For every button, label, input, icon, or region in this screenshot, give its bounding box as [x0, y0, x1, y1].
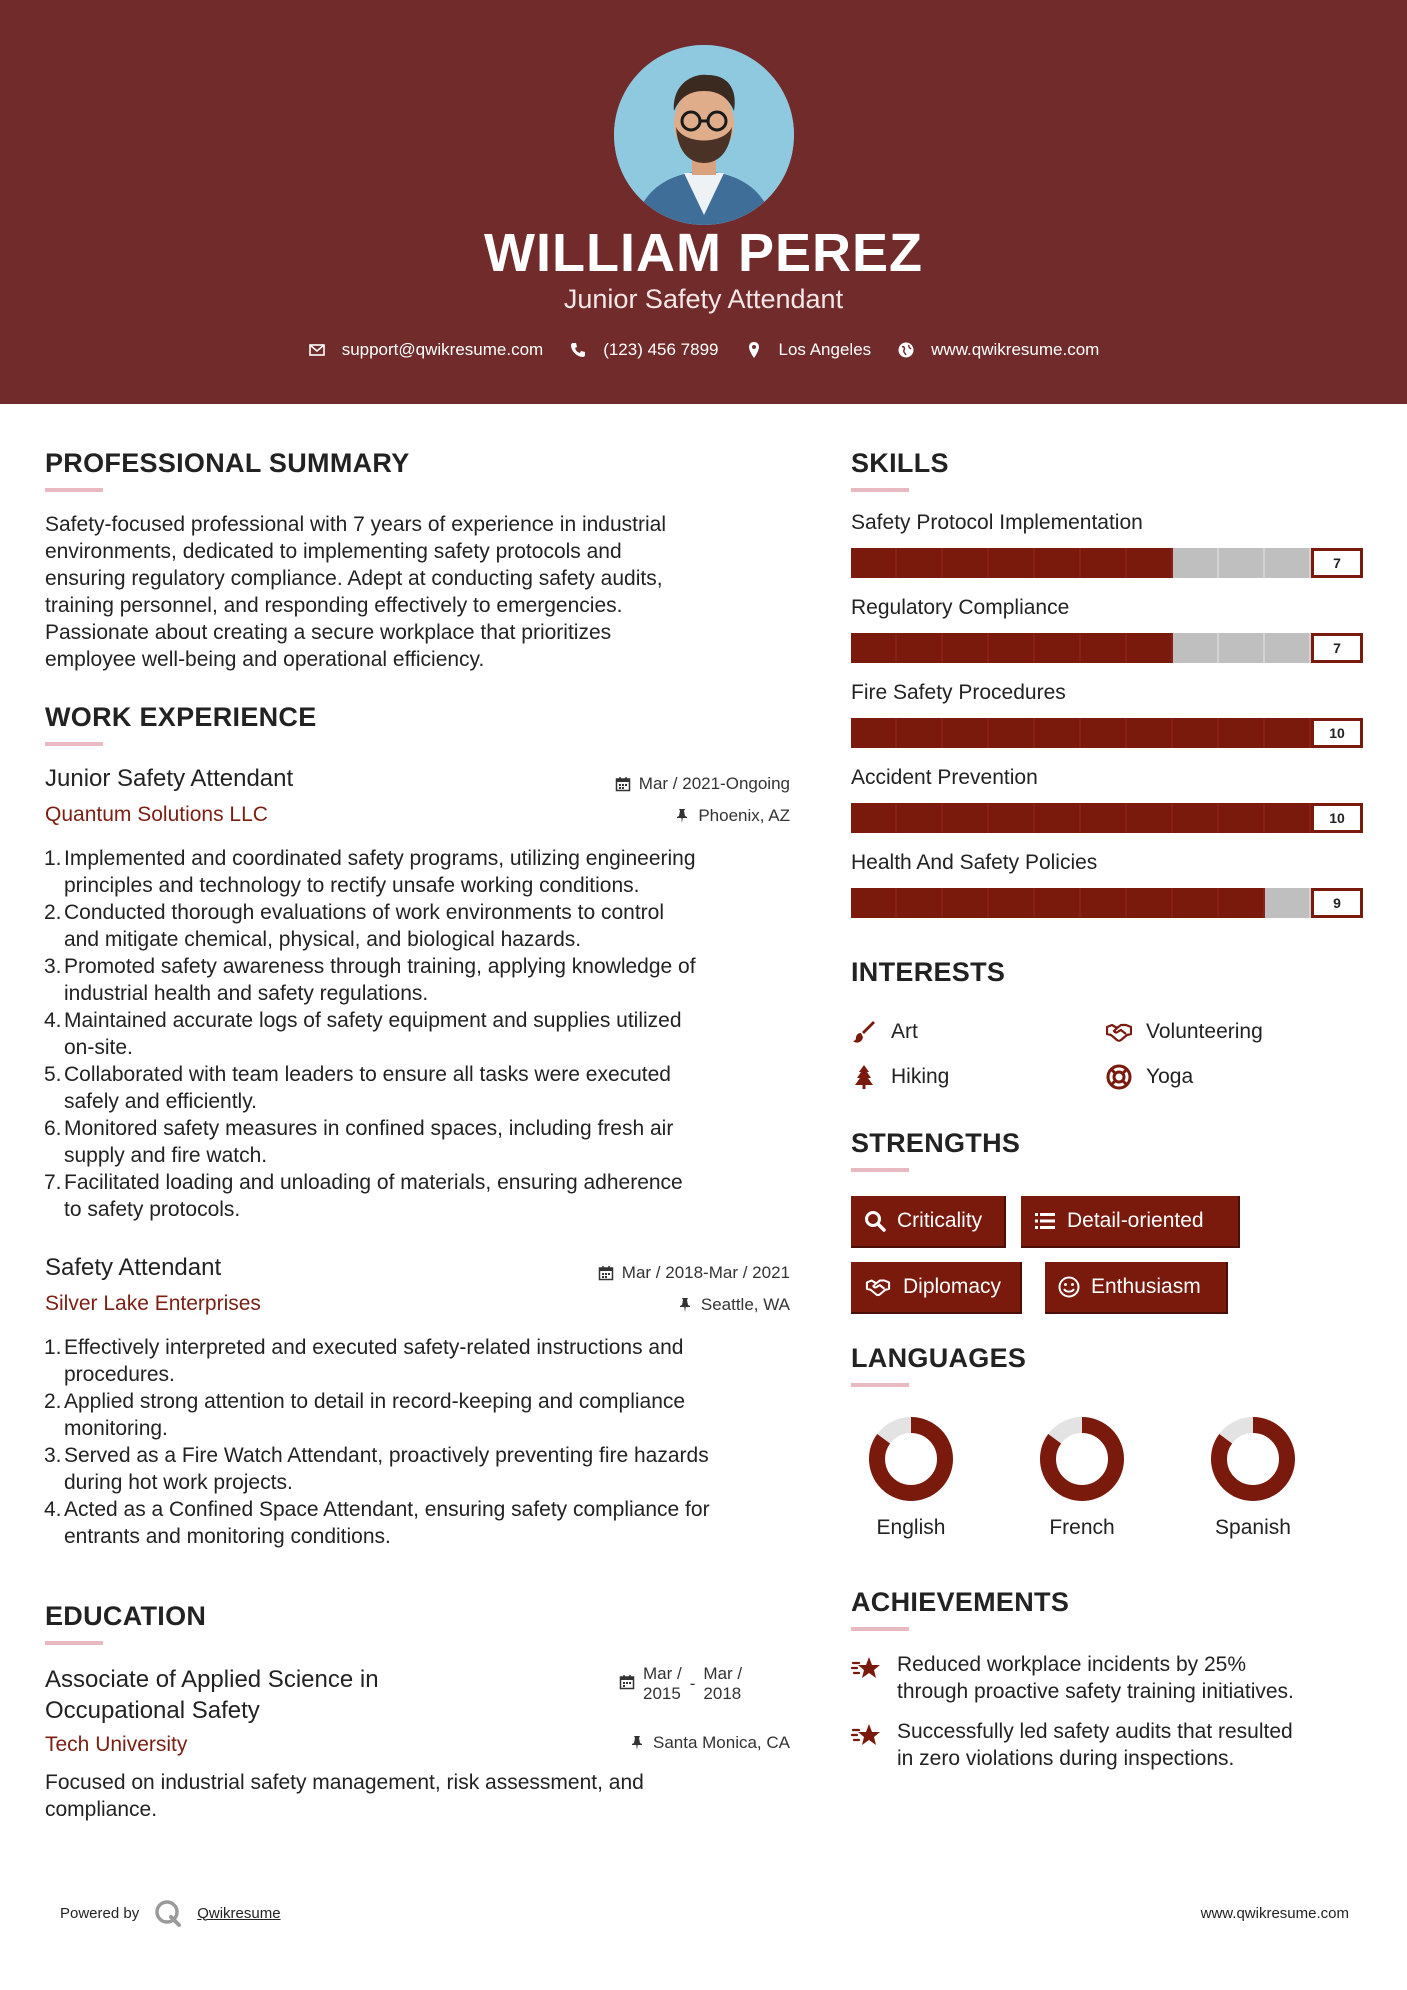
contact-phone-text: (123) 456 7899 — [603, 340, 719, 359]
skill-bar-segment — [943, 633, 989, 663]
list-item: 3. Promoted safety awareness through training, applying knowledge of industrial health and safety regulations. — [44, 955, 696, 1005]
candidate-name: WILLIAM PEREZ — [484, 223, 923, 283]
resume-header — [0, 0, 1407, 404]
skill-bar-segment — [1265, 718, 1311, 748]
skill-bar-segment — [1265, 548, 1311, 578]
handshake-icon — [863, 1275, 893, 1299]
language-proficiency-donut — [1037, 1414, 1127, 1504]
summary-line: employee well-being and operational efficiency. — [45, 648, 485, 671]
lifebuoy-icon — [1106, 1064, 1132, 1090]
skill-name: Accident Prevention — [851, 766, 1038, 789]
skill-bar-segment — [1173, 803, 1219, 833]
summary-line: training personnel, and responding effectively to emergencies. — [45, 594, 623, 617]
skill-name: Safety Protocol Implementation — [851, 511, 1143, 534]
contact-website-text: www.qwikresume.com — [931, 340, 1100, 359]
skill-bar-segment — [1081, 633, 1127, 663]
skill-bar-segment — [851, 718, 897, 748]
calendar-icon — [619, 1674, 635, 1690]
skill-bar-segment — [851, 888, 897, 918]
skill-level-bar — [851, 888, 1311, 918]
skill-bar-segment — [1219, 888, 1265, 918]
summary-line: Safety-focused professional with 7 years of experience in industrial — [45, 513, 666, 536]
strength-criticality: Criticality — [851, 1196, 1006, 1248]
job-location-text: Seattle, WA — [700, 1295, 790, 1314]
skill-bar-segment — [897, 888, 943, 918]
skill-bar-segment — [1127, 718, 1173, 748]
section-heading-achievements: ACHIEVEMENTS — [851, 1587, 1070, 1617]
strength-detail-oriented: Detail-oriented — [1021, 1196, 1240, 1248]
skill-bar-segment — [1035, 548, 1081, 578]
section-underline — [45, 488, 103, 492]
skill-bar-segment — [1173, 633, 1219, 663]
job-dates — [615, 774, 790, 794]
search-icon — [863, 1209, 887, 1233]
list-item: 4. Maintained accurate logs of safety equipment and supplies utilized on-site. — [44, 1009, 682, 1059]
calendar-icon — [615, 776, 631, 792]
degree-title: Associate of Applied Science in Occupational Safety — [45, 1666, 379, 1724]
globe-icon — [897, 341, 915, 359]
language-name: Spanish — [1215, 1516, 1291, 1539]
job-dates-text: Mar / 2018-Mar / 2021 — [621, 1263, 790, 1282]
skill-level-bar — [851, 803, 1311, 833]
skill-bar-segment — [1219, 718, 1265, 748]
list-item: 2. Applied strong attention to detail in record-keeping and compliance monitoring. — [44, 1390, 686, 1440]
skill-bar-segment — [1265, 888, 1311, 918]
education-location — [629, 1733, 790, 1753]
skill-bar-segment — [851, 803, 897, 833]
pushpin-icon — [674, 808, 690, 824]
profile-photo — [614, 45, 794, 225]
job-location — [677, 1295, 790, 1315]
skill-bar-segment — [1173, 888, 1219, 918]
skill-bar-segment — [1081, 803, 1127, 833]
skill-name: Fire Safety Procedures — [851, 681, 1066, 704]
pushpin-icon — [677, 1297, 693, 1313]
skill-level-bar — [851, 718, 1311, 748]
company-name: Quantum Solutions LLC — [45, 803, 268, 826]
skill-level-label: 7 — [1311, 548, 1363, 578]
list-item: 2. Conducted thorough evaluations of work environments to control and mitigate chemical, physical, and biological hazards. — [44, 901, 665, 951]
strength-diplomacy: Diplomacy — [851, 1262, 1022, 1314]
skill-bar-segment — [989, 718, 1035, 748]
map-pin-icon — [745, 341, 763, 359]
skill-bar-segment — [1081, 718, 1127, 748]
skill-bar-segment — [897, 718, 943, 748]
section-underline — [45, 1641, 103, 1645]
education-end-date: Mar / 2018 — [703, 1664, 743, 1703]
skill-bar-segment — [851, 548, 897, 578]
list-item: 1. Effectively interpreted and executed safety-related instructions and procedures. — [44, 1336, 684, 1386]
summary-text — [45, 511, 805, 673]
company-name: Silver Lake Enterprises — [45, 1292, 261, 1315]
contact-bar — [0, 338, 1407, 362]
job-dates-text: Mar / 2021-Ongoing — [638, 774, 790, 793]
language-proficiency-donut — [866, 1414, 956, 1504]
candidate-title: Junior Safety Attendant — [563, 284, 844, 314]
powered-by-label: Powered by — [60, 1904, 140, 1922]
paintbrush-icon — [851, 1019, 877, 1045]
section-underline — [851, 488, 909, 492]
qwikresume-link[interactable]: Qwikresume — [197, 1904, 281, 1922]
summary-line: ensuring regulatory compliance. Adept at conducting safety audits, — [45, 567, 663, 590]
language-item — [1193, 1414, 1313, 1540]
language-name: English — [876, 1516, 946, 1539]
contact-website[interactable] — [897, 340, 1099, 360]
skill-bar-segment — [989, 633, 1035, 663]
skill-bar-segment — [851, 633, 897, 663]
skill-bar-segment — [989, 888, 1035, 918]
job-dates — [598, 1263, 790, 1283]
skill-bar-segment — [943, 548, 989, 578]
skill-level-label: 10 — [1311, 718, 1363, 748]
list-item: 3. Served as a Fire Watch Attendant, proactively preventing fire hazards during hot work projects. — [44, 1444, 709, 1494]
achievement-item — [851, 1651, 1294, 1705]
skill-bar-segment — [989, 803, 1035, 833]
skill-bar-segment — [1127, 633, 1173, 663]
section-heading-languages: LANGUAGES — [851, 1343, 1027, 1373]
language-proficiency-donut — [1208, 1414, 1298, 1504]
language-name: French — [1049, 1516, 1115, 1539]
section-underline — [45, 742, 103, 746]
job-title: Junior Safety Attendant — [45, 765, 294, 792]
skill-level-label: 9 — [1311, 888, 1363, 918]
skill-bar-segment — [897, 633, 943, 663]
skill-bar-segment — [1127, 803, 1173, 833]
envelope-icon — [308, 341, 326, 359]
section-heading-summary: PROFESSIONAL SUMMARY — [45, 448, 410, 478]
summary-line: environments, dedicated to implementing safety protocols and — [45, 540, 622, 563]
achievement-text: Reduced workplace incidents by 25% through proactive safety training initiatives. — [897, 1653, 1294, 1703]
achievement-item — [851, 1718, 1293, 1772]
summary-line: Passionate about creating a secure workplace that prioritizes — [45, 621, 612, 644]
interest-yoga: Yoga — [1106, 1064, 1193, 1090]
skill-bar-segment — [1035, 718, 1081, 748]
contact-email[interactable] — [308, 340, 544, 360]
powered-by — [60, 1898, 281, 1928]
list-item: 5. Collaborated with team leaders to ensure all tasks were executed safely and efficiently. — [44, 1063, 671, 1113]
skill-level-label: 7 — [1311, 633, 1363, 663]
job-location-text: Phoenix, AZ — [698, 806, 790, 825]
section-heading-strengths: STRENGTHS — [851, 1128, 1021, 1158]
list-item: 6. Monitored safety measures in confined spaces, including fresh air supply and fire watch. — [44, 1117, 674, 1167]
achievement-text: Successfully led safety audits that resulted in zero violations during inspections. — [897, 1720, 1293, 1770]
job-responsibilities — [45, 1334, 810, 1550]
skill-bar-segment — [1035, 633, 1081, 663]
qwikresume-logo-icon — [153, 1898, 183, 1928]
skill-bar-segment — [1081, 548, 1127, 578]
language-item — [851, 1414, 971, 1540]
interest-art: Art — [851, 1019, 918, 1045]
job-location — [674, 806, 790, 826]
interest-volunteering: Volunteering — [1106, 1019, 1263, 1045]
smile-icon — [1057, 1275, 1081, 1299]
skill-level-bar — [851, 548, 1311, 578]
education-description: Focused on industrial safety management, risk assessment, and compliance. — [45, 1771, 644, 1821]
contact-location-text: Los Angeles — [778, 340, 872, 359]
footer-website-link[interactable]: www.qwikresume.com — [1200, 1905, 1349, 1922]
skill-bar-segment — [943, 803, 989, 833]
skill-bar-segment — [1035, 803, 1081, 833]
skill-bar-segment — [1127, 548, 1173, 578]
phone-icon — [569, 341, 587, 359]
section-underline — [851, 1168, 909, 1172]
list-item: 1. Implemented and coordinated safety programs, utilizing engineering principles and technology to rectify unsafe working conditions. — [44, 847, 696, 897]
interest-hiking: Hiking — [851, 1064, 949, 1090]
skill-level-bar — [851, 633, 1311, 663]
skill-bar-segment — [1265, 803, 1311, 833]
star-award-icon — [851, 1720, 883, 1752]
section-underline — [851, 1627, 909, 1631]
skill-bar-segment — [1219, 633, 1265, 663]
skill-bar-segment — [1035, 888, 1081, 918]
skill-bar-segment — [1173, 548, 1219, 578]
tree-icon — [851, 1064, 877, 1090]
education-start-date: Mar / 2015 — [643, 1664, 682, 1703]
skill-bar-segment — [943, 888, 989, 918]
skill-bar-segment — [897, 548, 943, 578]
skill-name: Health And Safety Policies — [851, 851, 1098, 874]
contact-location — [745, 340, 872, 360]
skill-bar-segment — [897, 803, 943, 833]
job-responsibilities — [45, 845, 810, 1223]
skill-bar-segment — [1219, 803, 1265, 833]
list-item: 7. Facilitated loading and unloading of materials, ensuring adherence to safety protocols. — [44, 1171, 683, 1221]
section-heading-work: WORK EXPERIENCE — [45, 702, 317, 732]
list-icon — [1033, 1209, 1057, 1233]
skill-bar-segment — [1173, 718, 1219, 748]
date-separator: - — [689, 1674, 696, 1693]
skill-bar-segment — [989, 548, 1035, 578]
person-photo-icon — [614, 45, 794, 225]
contact-email-text: support@qwikresume.com — [341, 340, 544, 359]
education-dates — [619, 1664, 742, 1704]
skill-name: Regulatory Compliance — [851, 596, 1070, 619]
language-item — [1022, 1414, 1142, 1540]
contact-phone[interactable] — [569, 340, 718, 360]
calendar-icon — [598, 1265, 614, 1281]
section-heading-interests: INTERESTS — [851, 957, 1006, 987]
handshake-icon — [1106, 1019, 1132, 1045]
section-heading-education: EDUCATION — [45, 1601, 207, 1631]
skill-bar-segment — [1265, 633, 1311, 663]
skill-level-label: 10 — [1311, 803, 1363, 833]
education-location-text: Santa Monica, CA — [652, 1733, 790, 1752]
skill-bar-segment — [1081, 888, 1127, 918]
list-item: 4. Acted as a Confined Space Attendant, ensuring safety compliance for entrants and monitoring conditions. — [44, 1498, 710, 1548]
strength-enthusiasm: Enthusiasm — [1045, 1262, 1228, 1314]
section-heading-skills: SKILLS — [851, 448, 949, 478]
skill-bar-segment — [1219, 548, 1265, 578]
skill-bar-segment — [943, 718, 989, 748]
job-title: Safety Attendant — [45, 1254, 222, 1281]
section-underline — [851, 1383, 909, 1387]
pushpin-icon — [629, 1735, 645, 1751]
school-name: Tech University — [45, 1733, 188, 1756]
skill-bar-segment — [1127, 888, 1173, 918]
star-award-icon — [851, 1653, 883, 1685]
